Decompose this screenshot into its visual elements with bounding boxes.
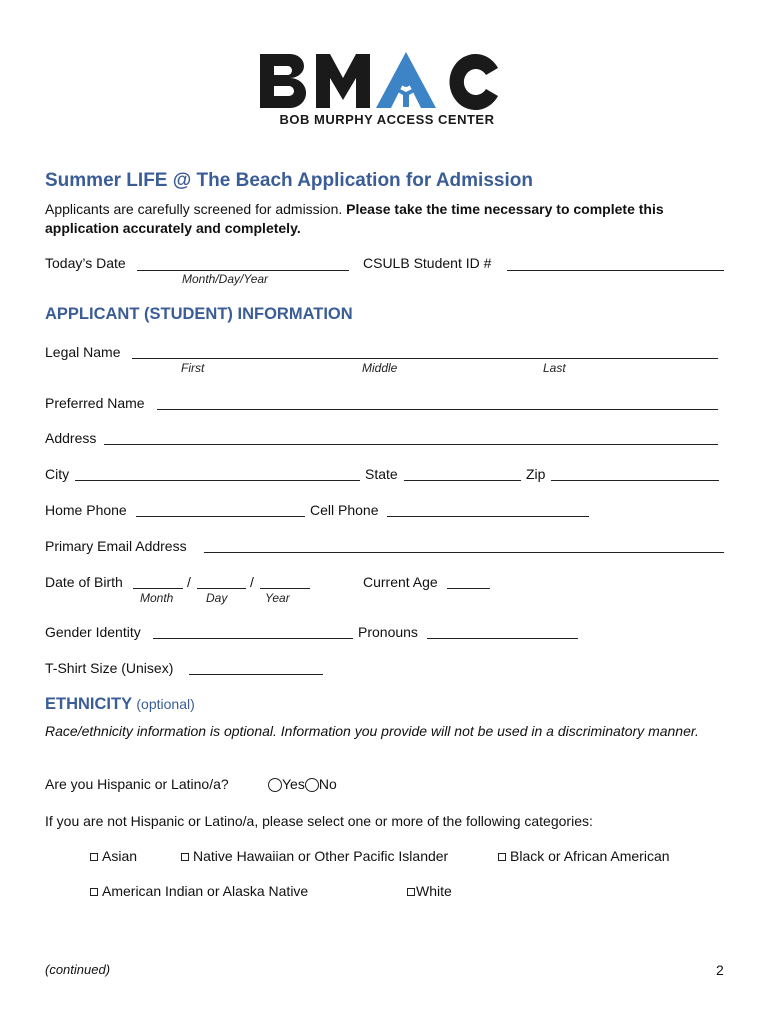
tshirt-label: T-Shirt Size (Unisex)	[45, 660, 174, 676]
legal-name-field[interactable]	[132, 358, 718, 359]
checkbox-icon[interactable]	[498, 853, 506, 861]
intro-plain: Applicants are carefully screened for admission.	[45, 201, 343, 217]
dob-day-field[interactable]	[197, 588, 246, 589]
checkbox-icon[interactable]	[407, 888, 415, 896]
dob-label: Date of Birth	[45, 574, 123, 590]
tshirt-field[interactable]	[189, 674, 323, 675]
checkbox-icon[interactable]	[90, 853, 98, 861]
dob-year-field[interactable]	[260, 588, 310, 589]
email-field[interactable]	[204, 552, 724, 553]
option-label: White	[416, 883, 452, 899]
address-label: Address	[45, 430, 97, 446]
yes-radio[interactable]	[268, 778, 282, 792]
option-label: Black or African American	[510, 848, 670, 864]
cell-phone-field[interactable]	[387, 516, 589, 517]
option-label: Native Hawaiian or Other Pacific Islander	[193, 848, 449, 864]
ethnicity-note: Race/ethnicity information is optional. Information you provide will not be used in a discriminatory manner.	[45, 723, 699, 739]
dob-month-field[interactable]	[133, 588, 183, 589]
pronouns-field[interactable]	[427, 638, 578, 639]
current-age-label: Current Age	[363, 574, 438, 590]
legal-name-label: Legal Name	[45, 344, 121, 360]
pronouns-label: Pronouns	[358, 624, 418, 640]
page-title: Summer LIFE @ The Beach Application for Admission	[45, 170, 533, 191]
dob-year-hint: Year	[265, 591, 290, 605]
dob-separator-1: /	[187, 574, 191, 590]
categories-question: If you are not Hispanic or Latino/a, please select one or more of the following categories:	[45, 813, 593, 829]
gender-field[interactable]	[153, 638, 353, 639]
option-label: Asian	[102, 848, 138, 864]
address-field[interactable]	[104, 444, 718, 445]
date-format-hint: Month/Day/Year	[182, 272, 269, 286]
preferred-name-field[interactable]	[157, 409, 718, 410]
hispanic-question: Are you Hispanic or Latino/a?	[45, 776, 229, 792]
todays-date-field[interactable]	[137, 270, 349, 271]
state-field[interactable]	[404, 480, 521, 481]
dob-separator-2: /	[250, 574, 254, 590]
continued-note: (continued)	[45, 962, 111, 977]
option-white[interactable]	[407, 883, 452, 899]
current-age-field[interactable]	[447, 588, 490, 589]
ethnicity-heading-text: ETHNICITY	[45, 695, 132, 713]
city-label: City	[45, 466, 70, 482]
home-phone-label: Home Phone	[45, 502, 127, 518]
cell-phone-label: Cell Phone	[310, 502, 379, 518]
state-label: State	[365, 466, 398, 482]
middle-name-hint: Middle	[362, 361, 398, 375]
student-id-field[interactable]	[507, 270, 724, 271]
checkbox-icon[interactable]	[181, 853, 189, 861]
dob-day-hint: Day	[206, 591, 228, 605]
ethnicity-heading	[45, 695, 195, 714]
last-name-hint: Last	[543, 361, 566, 375]
option-label: American Indian or Alaska Native	[102, 883, 309, 899]
optional-tag: (optional)	[136, 696, 195, 712]
student-id-label: CSULB Student ID #	[363, 255, 492, 271]
first-name-hint: First	[181, 361, 205, 375]
page-number: 2	[716, 962, 724, 978]
dob-month-hint: Month	[140, 591, 174, 605]
option-asian[interactable]	[90, 848, 137, 864]
hispanic-options	[268, 776, 337, 792]
option-black[interactable]	[498, 848, 670, 864]
intro-text	[45, 200, 735, 238]
no-radio[interactable]	[305, 778, 319, 792]
city-field[interactable]	[75, 480, 360, 481]
zip-field[interactable]	[551, 480, 719, 481]
no-label: No	[318, 776, 337, 792]
home-phone-field[interactable]	[136, 516, 305, 517]
todays-date-label: Today’s Date	[45, 255, 126, 271]
option-american-indian[interactable]	[90, 883, 308, 899]
email-label: Primary Email Address	[45, 538, 187, 554]
checkbox-icon[interactable]	[90, 888, 98, 896]
yes-label: Yes	[282, 776, 305, 792]
option-native-hawaiian[interactable]	[181, 848, 448, 864]
intro-bold: Please take the time necessary to complete this application accurately and completely.	[45, 201, 664, 236]
preferred-name-label: Preferred Name	[45, 395, 145, 411]
zip-label: Zip	[526, 466, 546, 482]
gender-label: Gender Identity	[45, 624, 141, 640]
logo-caption: BOB MURPHY ACCESS CENTER	[279, 112, 495, 127]
applicant-heading: APPLICANT (STUDENT) INFORMATION	[45, 305, 353, 323]
